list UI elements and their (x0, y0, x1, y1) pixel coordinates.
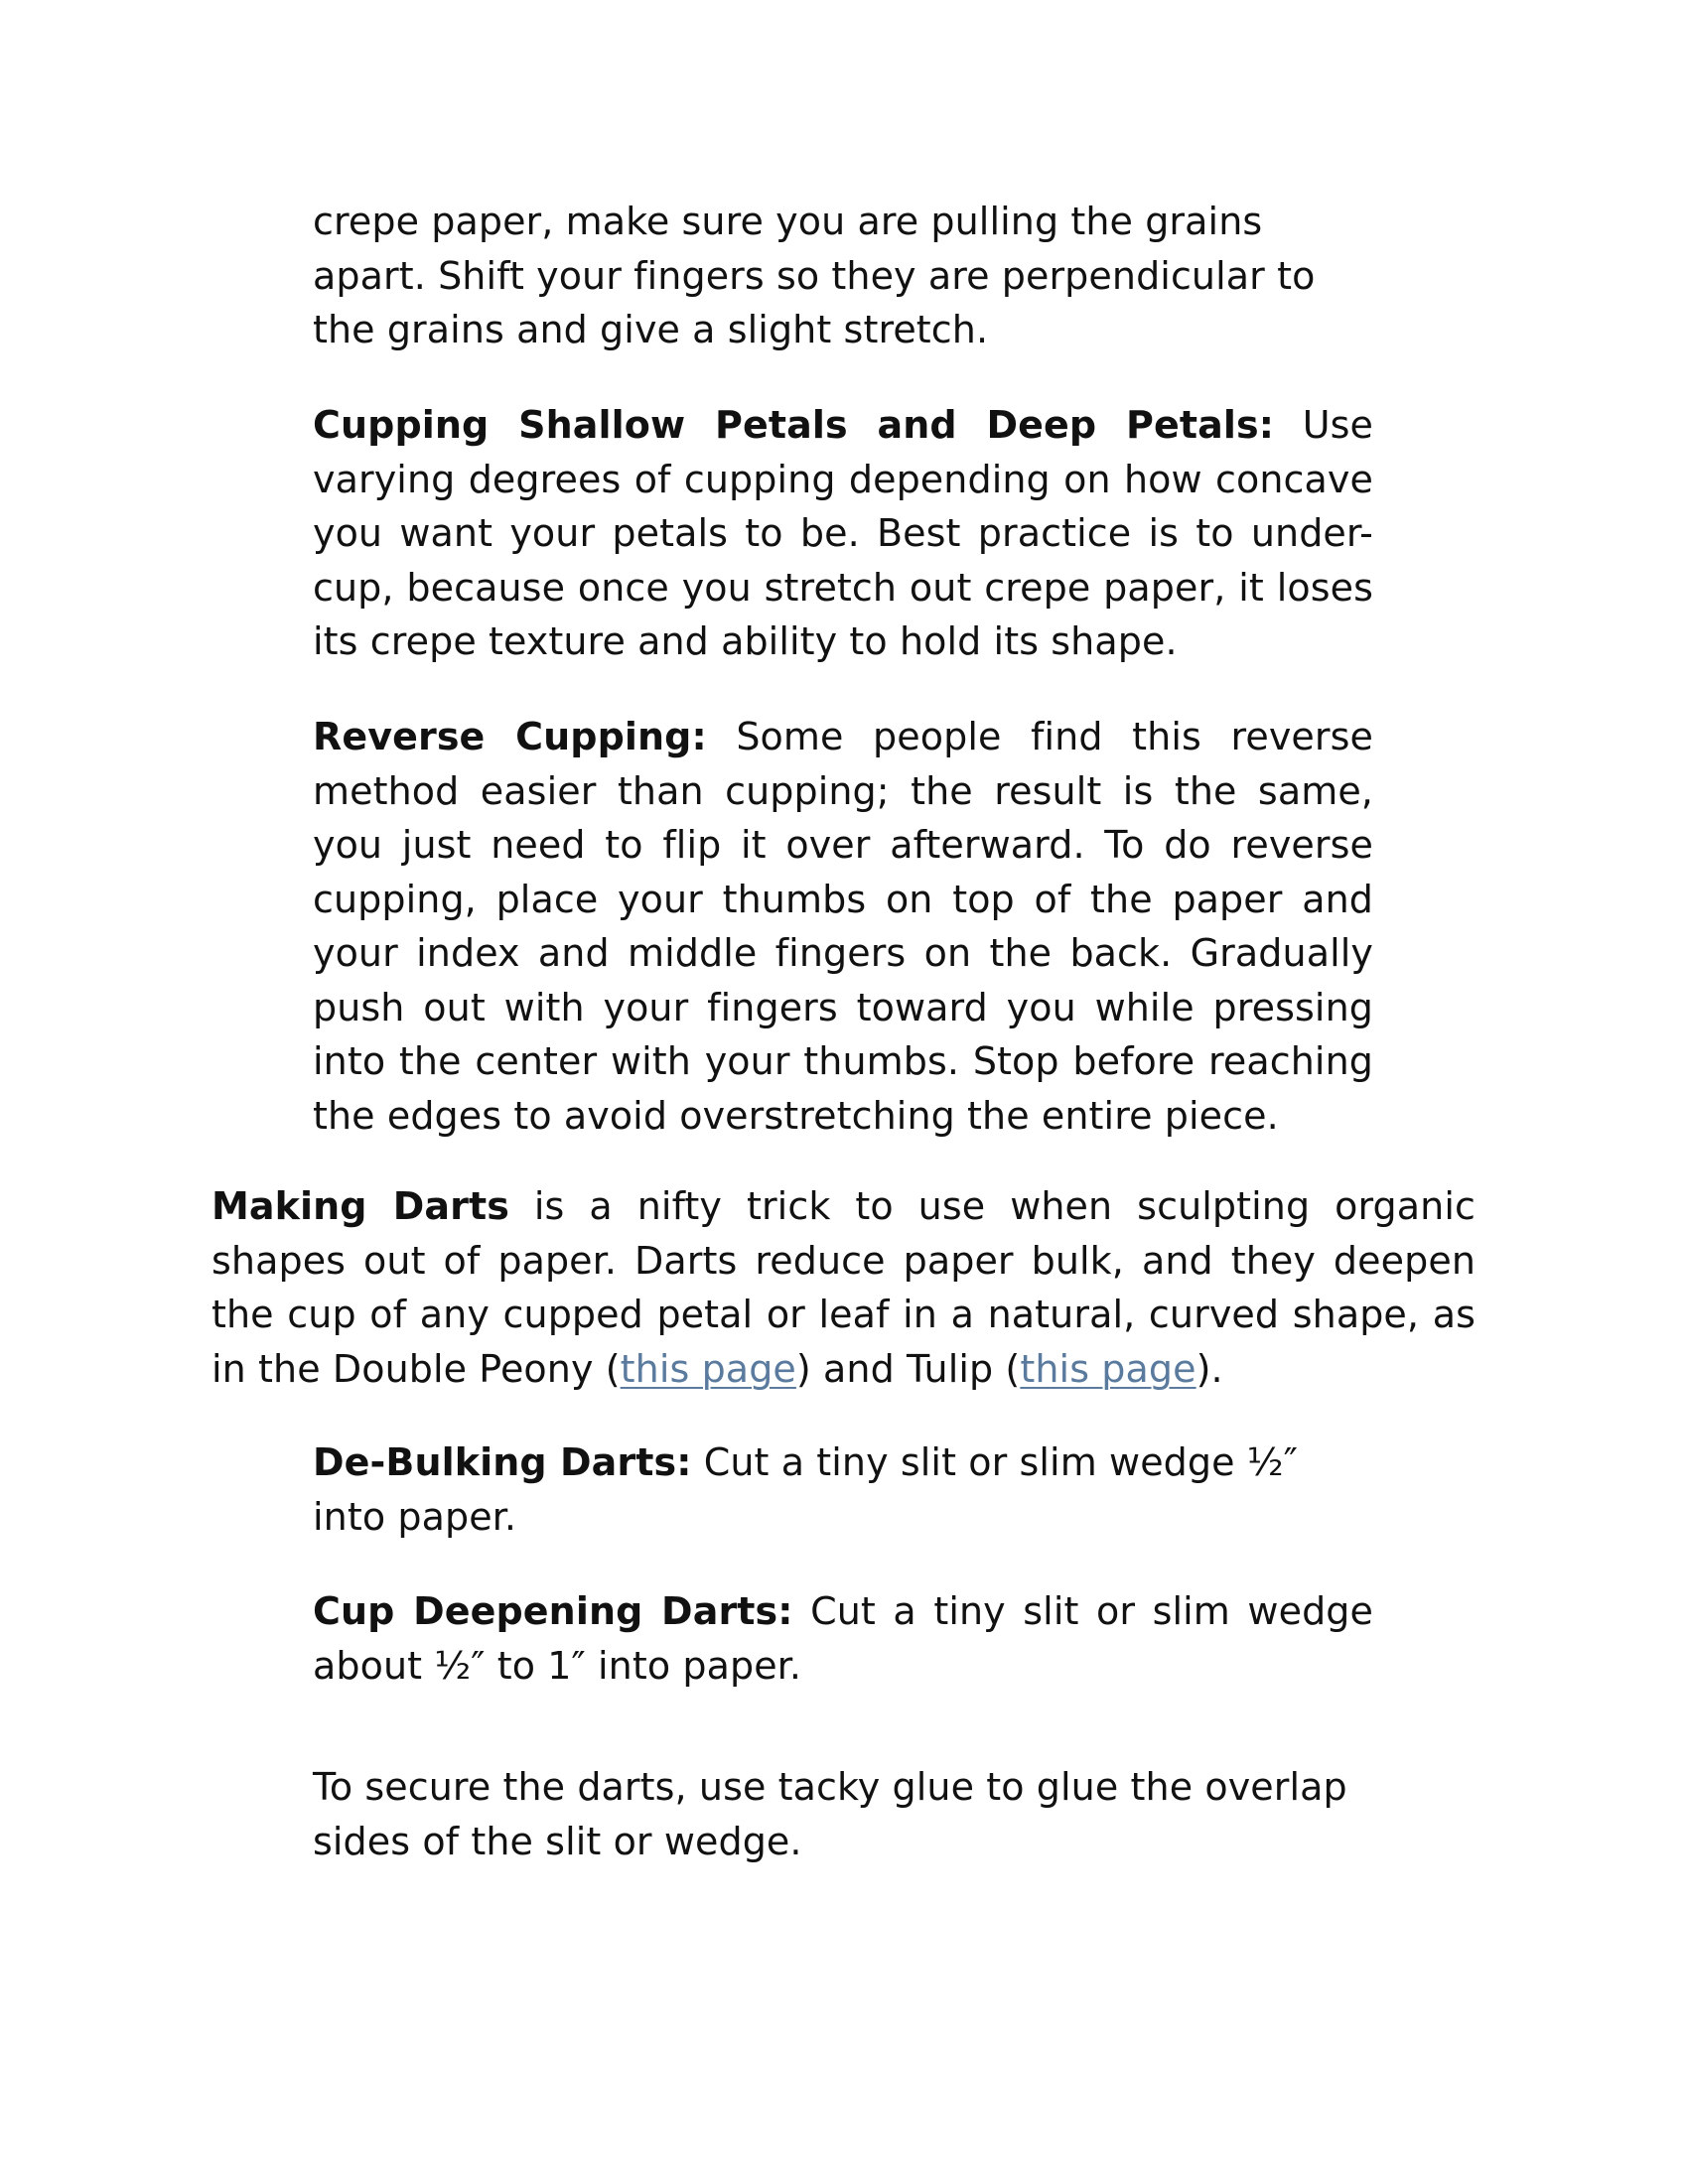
paragraph-text: ). (1196, 1346, 1223, 1391)
tulip-page-link[interactable]: this page (1020, 1346, 1196, 1391)
paragraph-heading: Cup Deepening Darts: (313, 1589, 793, 1633)
paragraph-text: Cut a tiny slit or slim wedge about ½″ to 1″ into paper. (313, 1589, 1373, 1688)
paragraph-secure-darts (313, 1760, 1373, 1868)
paragraph-text: Cut a tiny slit or slim wedge ½″ into paper. (313, 1440, 1298, 1539)
paragraph-text: ) and Tulip ( (795, 1346, 1021, 1391)
paragraph-text: crepe paper, make sure you are pulling the grains apart. Shift your fingers so they are perpendicular to the grains and give a slight stretch. (313, 200, 1316, 351)
paragraph-making-darts (211, 1179, 1476, 1396)
paragraph-text: Use varying degrees of cupping depending on how concave you want your petals to be. Best practice is to under-cup, because once you stretch out crepe paper, it loses its crepe texture and ability to hold its shape. (313, 403, 1373, 663)
paragraph-heading: Reverse Cupping: (313, 715, 707, 758)
paragraph-heading: De-Bulking Darts: (313, 1440, 692, 1484)
paragraph-cup-deepening-darts (313, 1584, 1373, 1693)
paragraph-de-bulking-darts (313, 1435, 1373, 1544)
paragraph-cupping-petals (313, 398, 1373, 669)
double-peony-page-link[interactable]: this page (620, 1346, 796, 1391)
paragraph-text: is a nifty trick to use when sculpting organic shapes out of paper. Darts reduce paper bulk, and they deepen the cup of any cupped petal or leaf in a natural, curved shape, as in the Double Peony ( (211, 1184, 1476, 1391)
paragraph-reverse-cupping (313, 710, 1373, 1143)
paragraph-text: Some people find this reverse method easier than cupping; the result is the same, you just need to flip it over afterward. To do reverse cupping, place your thumbs on top of the paper and your index and middle fingers on the back. Gradually push out with your fingers toward you while pressing into the center with your thumbs. Stop before reaching the edges to avoid overstretching the entire piece. (313, 715, 1373, 1138)
paragraph-heading: Cupping Shallow Petals and Deep Petals: (313, 403, 1275, 447)
paragraph-text: To secure the darts, use tacky glue to glue the overlap sides of the slit or wedge. (313, 1765, 1347, 1863)
paragraph-heading: Making Darts (211, 1184, 509, 1228)
paragraph-stretching-continued (313, 195, 1373, 357)
